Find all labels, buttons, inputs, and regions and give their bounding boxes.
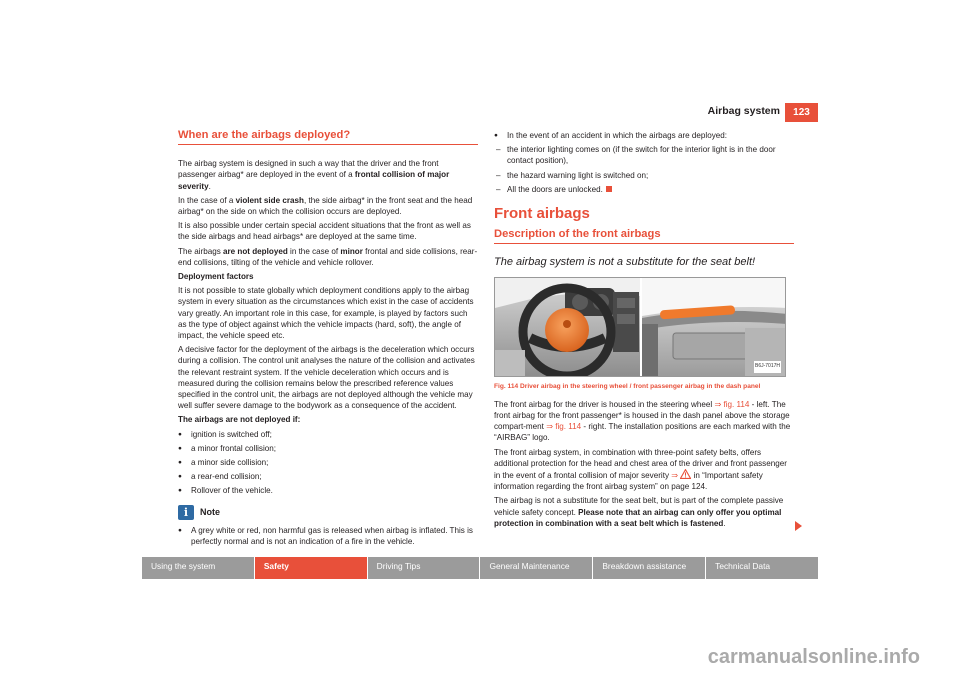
list-item: – All the doors are unlocked.	[494, 184, 794, 195]
figure-code: B6J-7017H	[754, 361, 781, 372]
paragraph: The front airbag for the driver is housed in the steering wheel ⇒ fig. 114 - left. The front airbag for the front passenger* is housed in the dash panel above the storage compart-ment ⇒ fig. 114 - right. The installation positions are each marked with the “AIRBAG” logo.	[494, 399, 791, 443]
list-item: ● a minor side collision;	[178, 457, 478, 468]
subsection-heading-description: Description of the front airbags	[494, 229, 794, 244]
list-item: ● a rear-end collision;	[178, 471, 478, 482]
paragraph: It is also possible under certain special accident situations that the front as well as the side airbags and head airbags* are deployed at the same time.	[178, 221, 471, 242]
header-title: Airbag system	[707, 105, 780, 117]
figure-link[interactable]: ⇒ fig. 114	[714, 399, 750, 409]
section-heading-deployment: When are the airbags deployed?	[178, 130, 478, 145]
paragraph: The airbag is not a substitute for the seat belt, but is part of the complete passive vehicle safety concept. Please note that an airbag can only offer you optimal protection in combination with a seat belt which is fastened.	[494, 496, 784, 528]
list-item: – the hazard warning light is switched on;	[494, 170, 794, 181]
list-item: ● a minor frontal collision;	[178, 443, 478, 454]
tab-driving-tips[interactable]: Driving Tips	[368, 557, 480, 579]
section-heading-front-airbags: Front airbags	[494, 205, 590, 223]
tab-using-the-system[interactable]: Using the system	[142, 557, 254, 579]
subheading-deployment-factors: Deployment factors	[178, 272, 254, 282]
watermark: carmanualsonline.info	[707, 646, 920, 668]
tab-technical-data[interactable]: Technical Data	[706, 557, 818, 579]
tab-safety[interactable]: Safety	[255, 557, 367, 579]
page-header	[0, 103, 960, 123]
warning-triangle-icon	[680, 469, 691, 479]
paragraph: The front airbag system, in combination with three-point safety belts, offers additional protection for the head and chest area of the driver and front passenger in the event of a frontal collision of major severity ⇒ in “Important safety information regarding the front airbag system” on page 124.	[494, 447, 787, 492]
note-label: Note	[200, 506, 220, 517]
end-square-icon	[606, 186, 612, 192]
figure-illustration	[495, 278, 786, 377]
note-text: ● A grey white or red, non harmful gas is released when airbag is inflated. This is perfectly normal and is not an indication of a fire in the vehicle.	[178, 525, 478, 547]
figure-caption: Fig. 114 Driver airbag in the steering wheel / front passenger airbag in the dash panel	[494, 382, 761, 390]
note-header	[178, 505, 478, 520]
left-column	[178, 130, 478, 550]
list-item: – the interior lighting comes on (if the switch for the interior light is in the door contact position),	[494, 144, 794, 166]
subheading-not-deployed: The airbags are not deployed if:	[178, 415, 301, 425]
intro-text: The airbag system is not a substitute for the seat belt!	[494, 256, 756, 269]
figure-airbag-locations	[494, 277, 786, 377]
right-column	[494, 130, 794, 532]
reference-link[interactable]: ⇒	[671, 471, 679, 481]
chapter-tabs	[142, 557, 818, 579]
list-item: ● In the event of an accident in which the airbags are deployed:	[494, 130, 794, 141]
page-number: 123	[785, 103, 818, 122]
paragraph: It is not possible to state globally which deployment conditions apply to the airbag system in every situation as the circumstances which exist in the case of accidents vary greatly. An important role in this case, for example, is played by factors such as the type of object against which the vehicle impacts (hard, soft), the angle of impact, the vehicle speed etc.	[178, 286, 474, 341]
paragraph: A decisive factor for the deployment of the airbags is the deceleration which occurs during a collision. The control unit analyses the nature of the collision and activates the relevant restraint system. If the vehicle deceleration which occurs and is measured during the collision remains below the prescribed reference values specified in the control unit, the airbags are not deployed although the vehicle may well suffer severe damage to the bodywork as a consequence of the accident.	[178, 345, 475, 411]
continue-arrow-icon	[795, 521, 802, 531]
info-icon: i	[178, 505, 194, 520]
tab-breakdown-assistance[interactable]: Breakdown assistance	[593, 557, 705, 579]
figure-link[interactable]: ⇒ fig. 114	[546, 422, 582, 432]
paragraph: In the case of a violent side crash, the side airbag* in the front seat and the head airbag* on the side on which the collision occurs are deployed.	[178, 195, 473, 217]
paragraph: The airbag system is designed in such a way that the driver and the front passenger airbag* are deployed in the event of a frontal collision of major severity.	[178, 159, 450, 191]
paragraph: The airbags are not deployed in the case of minor frontal and side collisions, rear-end collisions, tilting of the vehicle and vehicle rollover.	[178, 246, 478, 267]
list-item: ● Rollover of the vehicle.	[178, 485, 478, 496]
tab-general-maintenance[interactable]: General Maintenance	[480, 557, 592, 579]
list-item: ● ignition is switched off;	[178, 429, 478, 440]
